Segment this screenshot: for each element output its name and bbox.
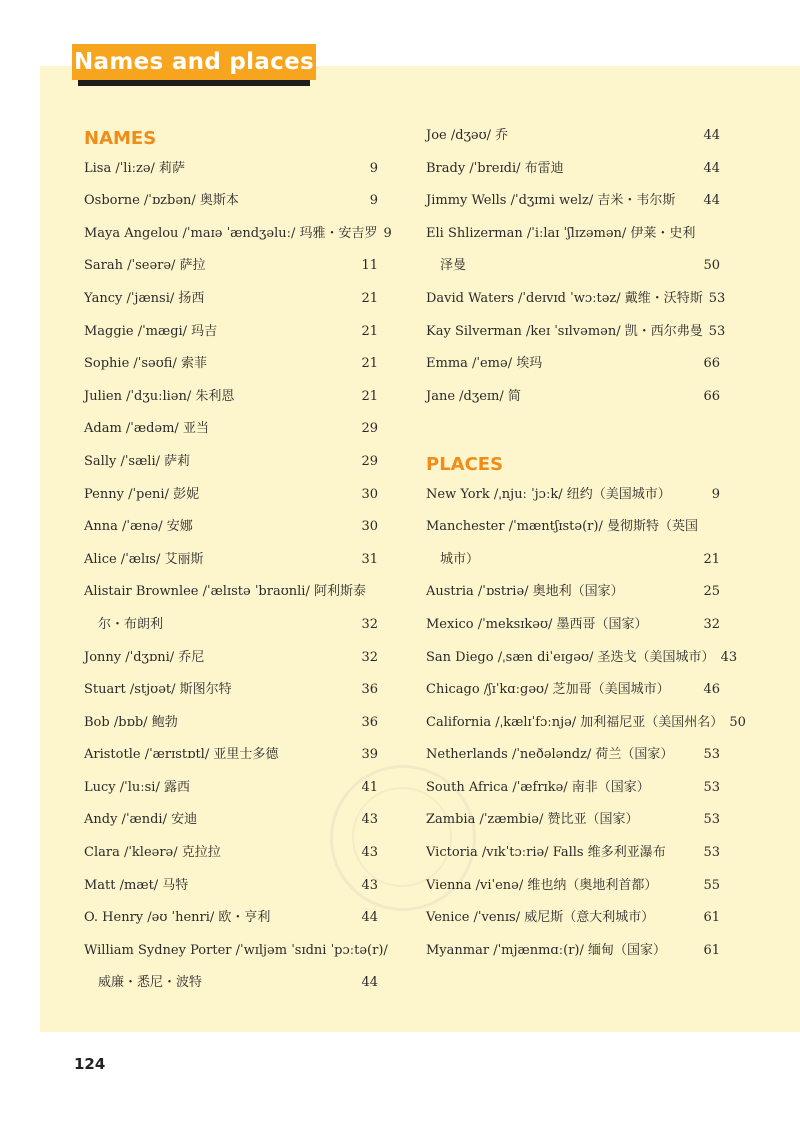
index-entry: [84, 609, 378, 642]
index-entry: [84, 902, 378, 935]
entry-name: Jimmy Wells /ˈdʒɪmi welz/ 吉米・韦尔斯: [426, 193, 676, 209]
entry-name: Anna /ˈænə/ 安娜: [84, 519, 193, 535]
index-entry: [426, 250, 720, 283]
entry-page: 53: [703, 845, 720, 861]
entry-page: 53: [703, 747, 720, 763]
entry-name: Zambia /ˈzæmbiə/ 赞比亚（国家）: [426, 812, 639, 828]
entry-name: Jane /dʒeɪn/ 简: [426, 388, 521, 404]
entry-page: 44: [703, 128, 720, 143]
entry-page: 32: [703, 616, 720, 632]
index-entry: [84, 967, 378, 1000]
index-entry: [84, 870, 378, 903]
entry-name: South Africa /ˈæfrɪkə/ 南非（国家）: [426, 779, 650, 795]
entry-page: 21: [361, 290, 378, 306]
entry-page: 9: [711, 486, 720, 502]
places-list: [426, 479, 746, 968]
entry-name: Clara /ˈkleərə/ 克拉拉: [84, 845, 221, 861]
index-entry: [426, 348, 720, 381]
entry-name: Sarah /ˈseərə/ 萨拉: [84, 258, 206, 274]
entry-name: Brady /ˈbreɪdi/ 布雷迪: [426, 160, 564, 176]
index-entry: [84, 642, 378, 675]
entry-name: Alistair Brownlee /ˈælɪstə ˈbraʊnli/ 阿利斯泰: [84, 584, 366, 600]
entry-page: 66: [703, 356, 720, 372]
entry-name: Matt /mæt/ 马特: [84, 877, 189, 893]
places-heading: PLACES: [426, 453, 504, 475]
entry-page: 21: [361, 323, 378, 339]
index-entry: [84, 511, 378, 544]
entry-page: 9: [383, 225, 392, 241]
entry-page: 41: [361, 779, 378, 795]
index-entry: [84, 185, 378, 218]
index-entry: [84, 837, 378, 870]
entry-name: Maggie /ˈmægi/ 玛吉: [84, 323, 218, 339]
entry-page: 66: [703, 388, 720, 404]
entry-name: Lisa /ˈliːzə/ 莉萨: [84, 160, 186, 176]
index-entry: [426, 609, 720, 642]
entry-page: 36: [361, 682, 378, 698]
index-entry: [426, 707, 746, 740]
index-entry: [84, 413, 378, 446]
page-number: 124: [74, 1055, 106, 1073]
entry-name: San Diego /ˌsæn diˈeɪgəʊ/ 圣迭戈（美国城市）: [426, 649, 715, 665]
entry-name: Sophie /ˈsəʊfi/ 索菲: [84, 356, 207, 372]
entry-name: William Sydney Porter /ˈwɪljəm ˈsɪdni ˈpɔːtə(r)/: [84, 942, 388, 958]
index-entry: [84, 544, 378, 577]
entry-name: Julien /ˈdʒuːliən/ 朱利恩: [84, 388, 235, 404]
entry-name: Austria /ˈɒstriə/ 奥地利（国家）: [426, 584, 624, 600]
entry-name: Bob /bɒb/ 鲍勃: [84, 714, 178, 730]
index-entry: [426, 935, 720, 968]
entry-name: Jonny /ˈdʒɒni/ 乔尼: [84, 649, 205, 665]
index-entry: [84, 804, 378, 837]
entry-name: O. Henry /əʊ ˈhenri/ 欧・亨利: [84, 910, 271, 926]
index-entry: [84, 739, 378, 772]
entry-page: 21: [703, 551, 720, 567]
index-entry: [84, 707, 378, 740]
entry-page: 21: [361, 388, 378, 404]
index-entry: [426, 283, 726, 316]
index-entry: [426, 804, 720, 837]
entry-name: Vienna /viˈenə/ 维也纳（奥地利首都）: [426, 877, 658, 893]
entry-page: 9: [369, 193, 378, 209]
entry-name: Andy /ˈændi/ 安迪: [84, 812, 198, 828]
entry-page: 61: [703, 942, 720, 958]
entry-page: 44: [703, 193, 720, 209]
entry-page: 9: [369, 160, 378, 176]
entry-page: 46: [703, 682, 720, 698]
entry-page: 32: [361, 649, 378, 665]
entry-name: Netherlands /ˈneðələndz/ 荷兰（国家）: [426, 747, 674, 763]
entry-name: Chicago /ʃɪˈkɑːgəʊ/ 芝加哥（美国城市）: [426, 682, 670, 698]
entry-page: 43: [720, 649, 738, 665]
entry-page: 30: [361, 519, 378, 535]
index-entry: [84, 576, 378, 609]
entry-page: 50: [703, 258, 720, 274]
index-entry: [84, 316, 378, 349]
entry-name: 泽曼: [440, 258, 467, 274]
entry-name: Victoria /vɪkˈtɔːriə/ Falls 维多利亚瀑布: [426, 845, 666, 861]
index-entry: [426, 902, 720, 935]
entry-name: Adam /ˈædəm/ 亚当: [84, 421, 209, 437]
entry-page: 61: [703, 910, 720, 926]
index-entry: [426, 576, 720, 609]
entry-name: New York /ˌnjuː ˈjɔːk/ 纽约（美国城市）: [426, 486, 671, 502]
index-entry: [84, 479, 378, 512]
names-list-right: [426, 120, 726, 413]
names-list-left: [84, 153, 392, 1000]
entry-page: 55: [703, 877, 720, 893]
entry-name: Alice /ˈælɪs/ 艾丽斯: [84, 551, 204, 567]
index-entry: [426, 381, 720, 414]
entry-page: 43: [361, 877, 378, 893]
entry-name: Yancy /ˈjænsi/ 扬西: [84, 290, 205, 306]
index-entry: [426, 674, 720, 707]
index-entry: [84, 935, 388, 968]
index-entry: [426, 837, 720, 870]
section-spacer: [426, 413, 720, 446]
names-column-left: [84, 120, 392, 1000]
entry-name: Sally /ˈsæli/ 萨莉: [84, 453, 191, 469]
index-entry: [84, 218, 392, 251]
index-entry: [426, 185, 720, 218]
entry-name: Myanmar /ˈmjænmɑː(r)/ 缅甸（国家）: [426, 942, 667, 958]
entry-page: 11: [361, 258, 378, 274]
index-entry: [84, 250, 378, 283]
entry-name: Emma /ˈemə/ 埃玛: [426, 356, 543, 372]
entry-page: 53: [703, 779, 720, 795]
entry-name: Mexico /ˈmeksɪkəʊ/ 墨西哥（国家）: [426, 616, 648, 632]
entry-page: 44: [361, 910, 378, 926]
index-entry: [426, 120, 720, 153]
entry-name: Penny /ˈpeni/ 彭妮: [84, 486, 200, 502]
entry-name: 城市）: [440, 551, 480, 567]
entry-page: 25: [703, 584, 720, 600]
index-column-right: [426, 120, 746, 967]
index-entry: [426, 511, 720, 544]
entry-name: California /ˌkælɪˈfɔːnjə/ 加利福尼亚（美国州名）: [426, 714, 724, 730]
index-entry: [84, 446, 378, 479]
index-entry: [426, 739, 720, 772]
entry-page: 31: [361, 551, 378, 567]
index-entry: [84, 348, 378, 381]
index-entry: [426, 153, 720, 186]
entry-page: 44: [703, 160, 720, 176]
index-entry: [426, 316, 726, 349]
entry-name: Eli Shlizerman /ˈiːlaɪ ˈʃlɪzəmən/ 伊莱・史利: [426, 225, 696, 241]
entry-page: 30: [361, 486, 378, 502]
entry-page: 53: [703, 812, 720, 828]
entry-page: 32: [361, 616, 378, 632]
index-entry: [84, 283, 378, 316]
entry-name: Joe /dʒəʊ/ 乔: [426, 128, 509, 143]
entry-page: 29: [361, 421, 378, 437]
index-entry: [426, 870, 720, 903]
entry-name: Aristotle /ˈærɪstɒtl/ 亚里士多德: [84, 747, 279, 763]
entry-page: 53: [708, 290, 726, 306]
entry-name: 威廉・悉尼・波特: [98, 975, 203, 991]
index-entry: [84, 674, 378, 707]
entry-name: Lucy /ˈluːsi/ 露西: [84, 779, 190, 795]
entry-name: Venice /ˈvenɪs/ 威尼斯（意大利城市）: [426, 910, 655, 926]
entry-name: Manchester /ˈmæntʃɪstə(r)/ 曼彻斯特（英国: [426, 519, 698, 535]
entry-name: 尔・布朗利: [98, 616, 164, 632]
index-entry: [426, 544, 720, 577]
index-entry: [426, 772, 720, 805]
entry-page: 53: [708, 323, 726, 339]
entry-page: 50: [729, 714, 746, 730]
index-entry: [426, 642, 738, 675]
entry-page: 43: [361, 845, 378, 861]
names-heading: NAMES: [84, 128, 157, 149]
index-entry: [84, 772, 378, 805]
index-entry: [84, 381, 378, 414]
entry-page: 36: [361, 714, 378, 730]
entry-page: 43: [361, 812, 378, 828]
entry-name: Stuart /stjʊət/ 斯图尔特: [84, 682, 232, 698]
entry-page: 21: [361, 356, 378, 372]
index-entry: [426, 479, 720, 512]
entry-name: David Waters /ˈdeɪvɪd ˈwɔːtəz/ 戴维・沃特斯: [426, 290, 703, 306]
entry-name: Kay Silverman /keɪ ˈsɪlvəmən/ 凯・西尔弗曼: [426, 323, 703, 339]
entry-page: 44: [361, 975, 378, 991]
index-entry: [84, 153, 378, 186]
index-entry: [426, 218, 720, 251]
page-title: Names and places: [72, 44, 316, 80]
entry-page: 39: [361, 747, 378, 763]
entry-page: 29: [361, 453, 378, 469]
entry-name: Maya Angelou /ˈmaɪə ˈændʒəluː/ 玛雅・安吉罗: [84, 225, 378, 241]
entry-name: Osborne /ˈɒzbən/ 奥斯本: [84, 193, 239, 209]
